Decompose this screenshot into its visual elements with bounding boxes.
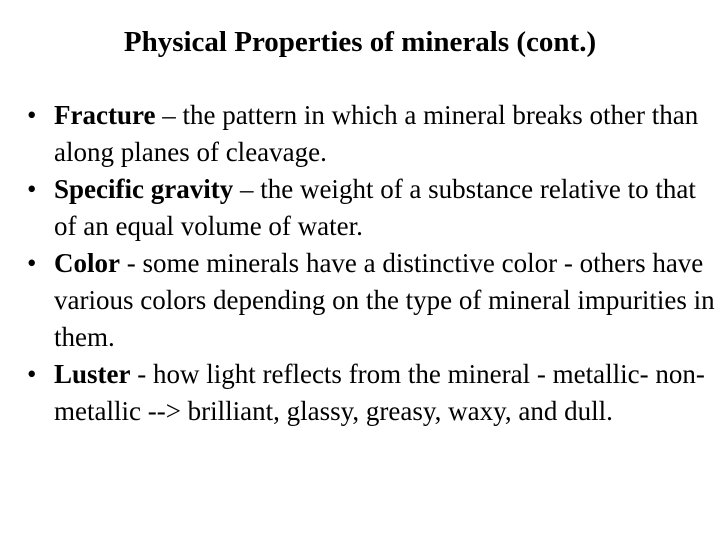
bullet-item-fracture	[27, 97, 718, 171]
bullet-dot-icon: •	[27, 100, 37, 130]
bullet-term: Specific gravity	[54, 174, 234, 204]
bullet-text: - how light reflects from the mineral - metallic- non-metallic --> brilliant, glassy, greasy, waxy, and dull.	[54, 359, 705, 426]
bullet-text: – the pattern in which a mineral breaks other than along planes of cleavage.	[54, 100, 699, 167]
bullet-term: Fracture	[54, 100, 156, 130]
bullet-item-color	[27, 245, 718, 356]
bullet-list	[27, 97, 718, 430]
bullet-dot-icon: •	[27, 359, 37, 389]
bullet-dot-icon: •	[27, 248, 37, 278]
bullet-text: - some minerals have a distinctive color - others have various colors depending on the type of mineral impurities in them.	[54, 248, 715, 352]
bullet-dot-icon: •	[27, 174, 37, 204]
bullet-term: Color	[54, 248, 120, 278]
bullet-item-specific-gravity	[27, 171, 718, 245]
bullet-term: Luster	[54, 359, 131, 389]
bullet-text: – the weight of a substance relative to that of an equal volume of water.	[54, 174, 696, 241]
bullet-item-luster	[27, 356, 718, 430]
slide-title: Physical Properties of minerals (cont.)	[123, 26, 597, 58]
